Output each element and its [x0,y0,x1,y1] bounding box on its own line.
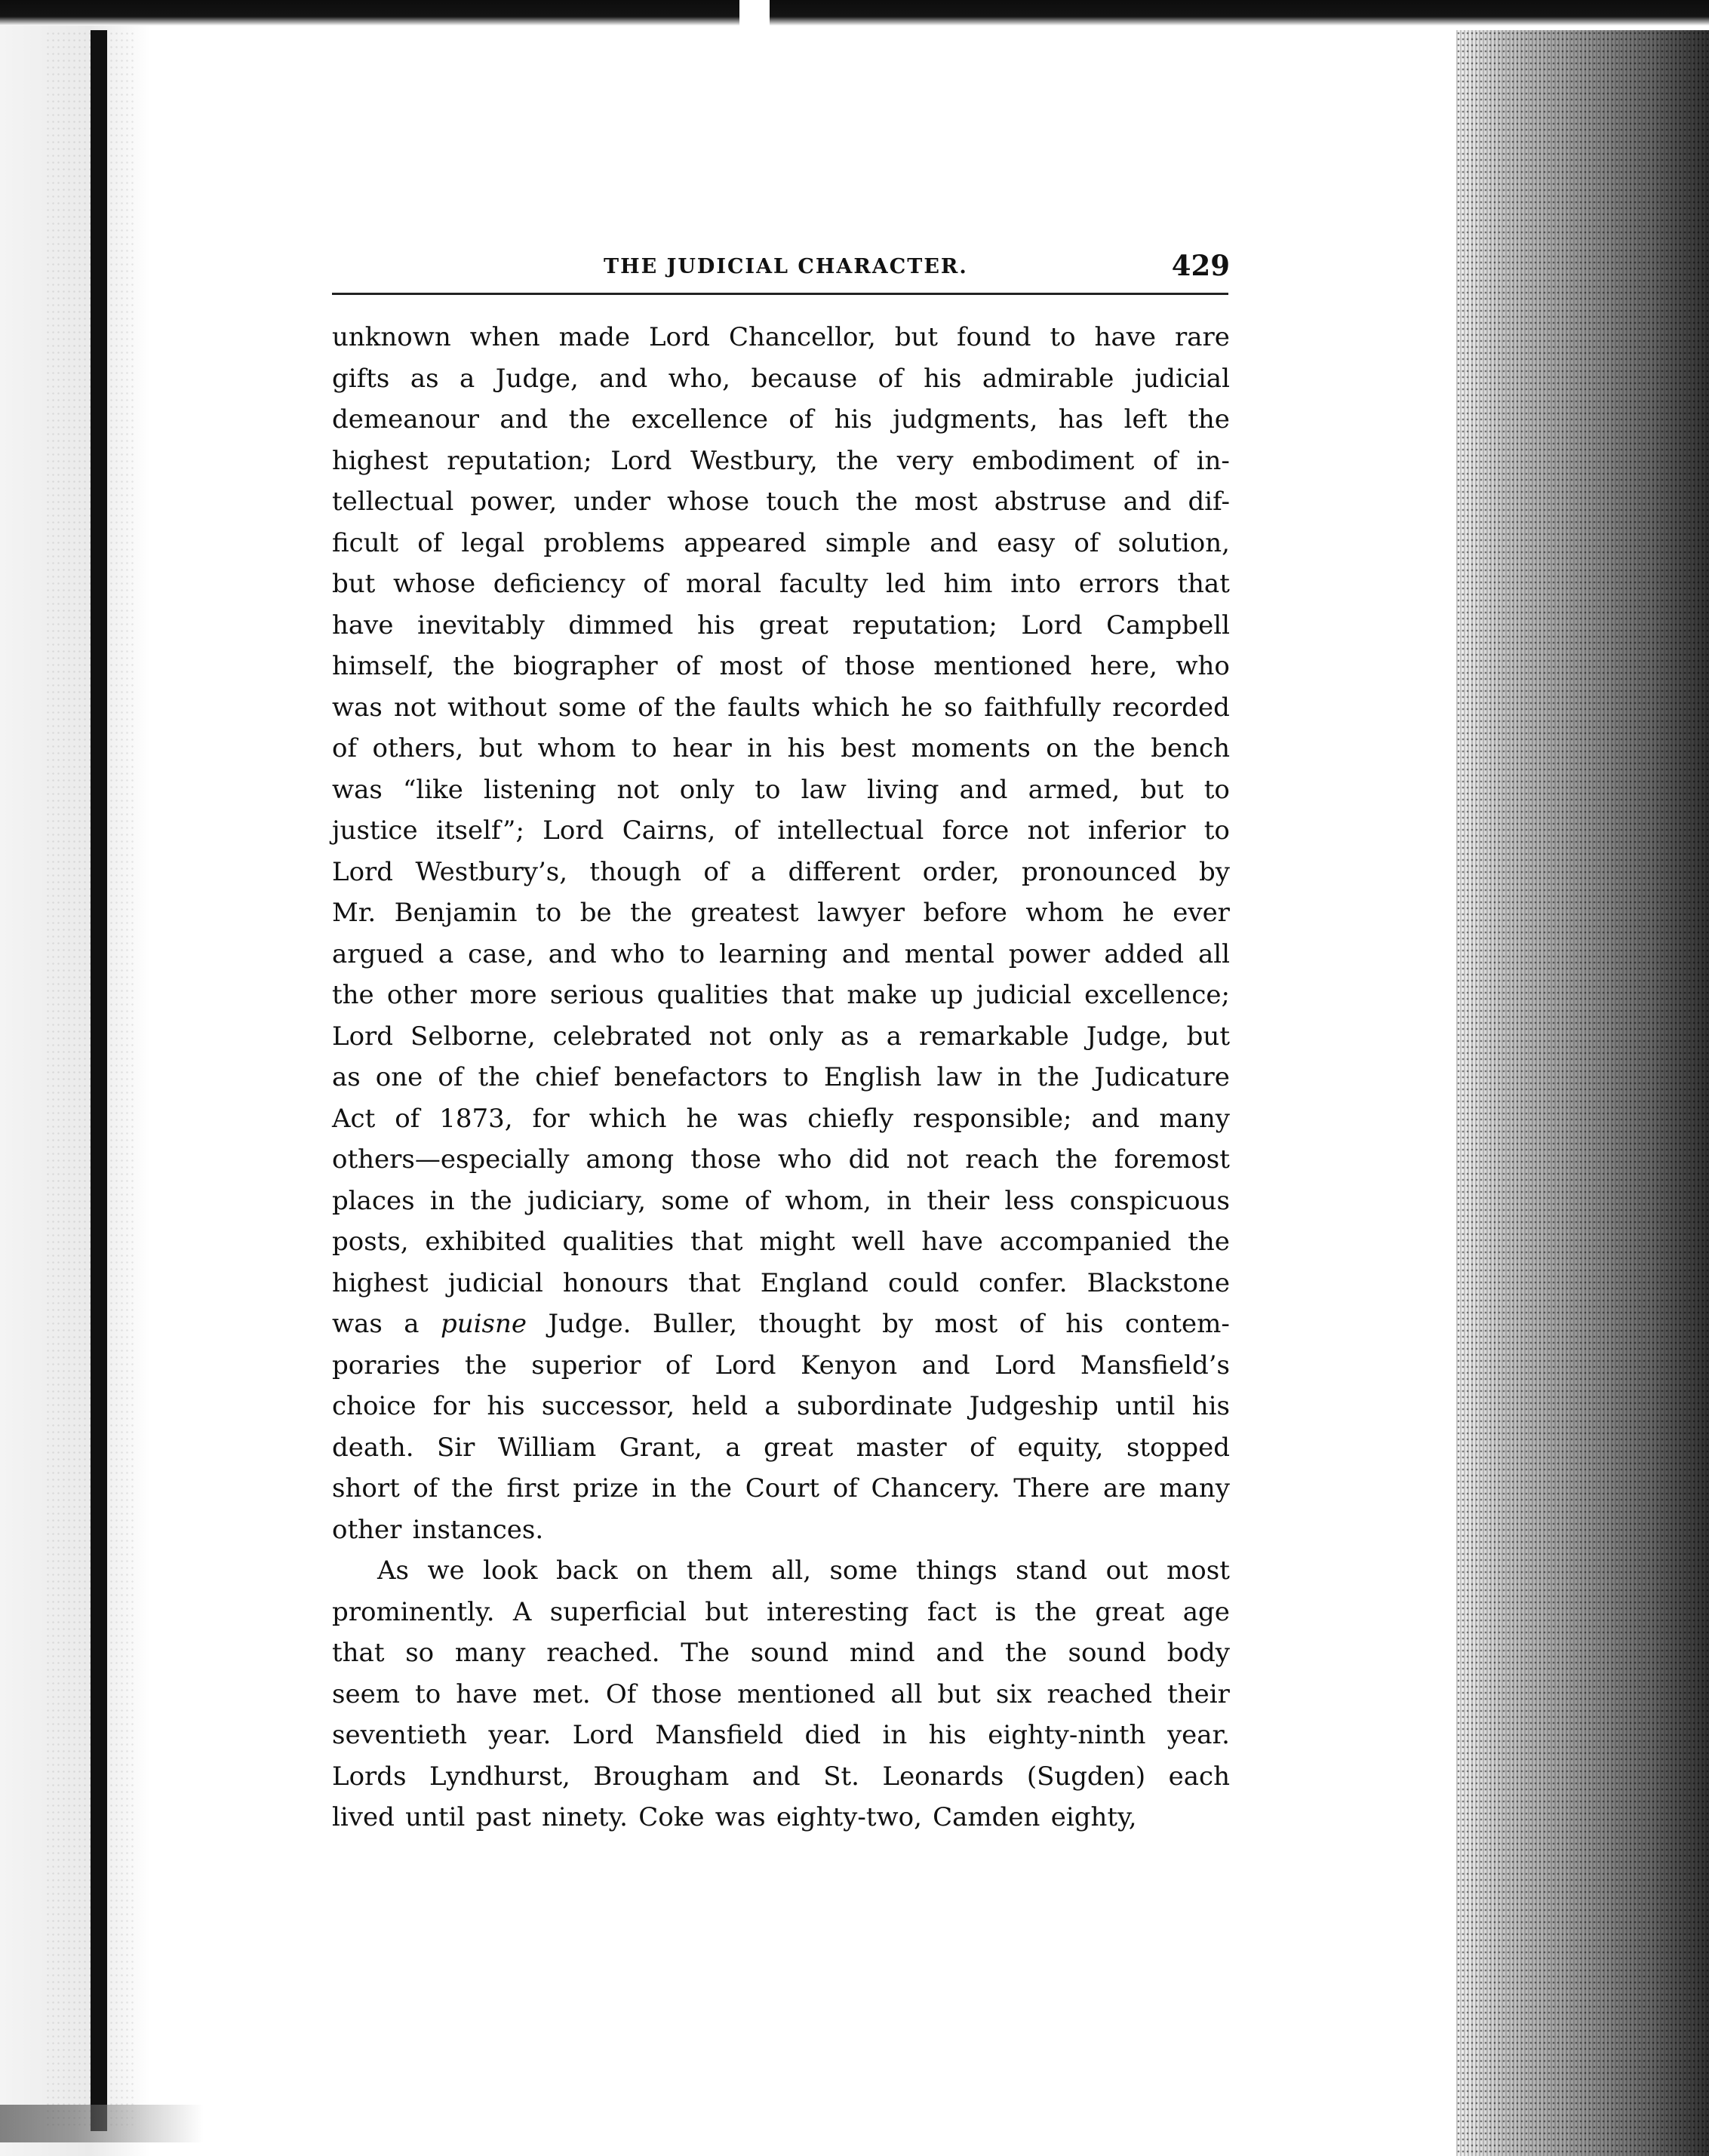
text-line: Mr. Benjamin to be the greatest lawyer before whom he ever [332,898,1230,928]
text-line: the other more serious qualities that make up judicial excellence; [332,980,1230,1010]
text-line: gifts as a Judge, and who, because of his admirable judicial [332,363,1230,394]
scan-right-edge [1456,30,1709,2156]
text-line: unknown when made Lord Chancellor, but found to have rare [332,322,1230,352]
text-line: highest judicial honours that England could confer. Blackstone [332,1267,1230,1298]
text-line: was not without some of the faults which he so faithfully recorded [332,692,1230,723]
book-page [332,249,1230,1838]
text-line: prominently. A superficial but interesting fact is the great age [332,1596,1230,1627]
scan-top-edge-gap [739,0,770,45]
text-line: was a puisne Judge. Buller, thought by most of his contem- [332,1309,1230,1339]
running-head: THE JUDICIAL CHARACTER. [604,255,968,278]
text-line: poraries the superior of Lord Kenyon and Lord Mansfield’s [332,1350,1230,1381]
text-line: demeanour and the excellence of his judgments, has left the [332,404,1230,435]
text-line: Lord Westbury’s, though of a different order, pronounced by [332,856,1230,887]
scan-bottom-left-mark [0,2105,204,2142]
text-line: but whose deficiency of moral faculty led him into errors that [332,569,1230,599]
text-line: lived until past ninety. Coke was eighty-two, Camden eighty, [332,1802,1137,1832]
text-line: tellectual power, under whose touch the most abstruse and dif- [332,487,1230,517]
scan-binding-shadow [91,30,107,2131]
text-line: places in the judiciary, some of whom, in their less conspicuous [332,1185,1230,1216]
text-line: have inevitably dimmed his great reputation; Lord Campbell [332,610,1230,640]
text-line: As we look back on them all, some things stand out most [377,1556,1230,1586]
text-line: Act of 1873, for which he was chiefly responsible; and many [332,1103,1230,1134]
text-line: as one of the chief benefactors to English law in the Judicature [332,1062,1230,1092]
text-line: posts, exhibited qualities that might well have accompanied the [332,1227,1230,1257]
page-number: 429 [1171,249,1230,282]
text-line: other instances. [332,1514,544,1545]
text-line: himself, the biographer of most of those mentioned here, who [332,651,1230,681]
text-line: Lord Selborne, celebrated not only as a remarkable Judge, but [332,1021,1230,1052]
text-line: seventieth year. Lord Mansfield died in his eighty-ninth year. [332,1720,1230,1750]
text-line: highest reputation; Lord Westbury, the very embodiment of in- [332,445,1230,476]
text-line: justice itself”; Lord Cairns, of intellectual force not inferior to [332,815,1230,846]
header-rule [332,293,1228,295]
text-line: short of the first prize in the Court of Chancery. There are many [332,1473,1230,1503]
text-line: others—especially among those who did not reach the foremost [332,1144,1230,1175]
body-text [332,317,1230,1838]
text-line: was “like listening not only to law living and armed, but to [332,774,1230,805]
text-line: of others, but whom to hear in his best moments on the bench [332,733,1230,763]
text-line: choice for his successor, held a subordinate Judgeship until his [332,1391,1230,1421]
text-line: ficult of legal problems appeared simple and easy of solution, [332,527,1230,558]
text-line: seem to have met. Of those mentioned all but six reached their [332,1678,1230,1709]
text-line: death. Sir William Grant, a great master of equity, stopped [332,1432,1230,1463]
text-line: Lords Lyndhurst, Brougham and St. Leonards (Sugden) each [332,1761,1230,1792]
text-line: argued a case, and who to learning and mental power added all [332,938,1230,969]
scan-top-edge [0,0,1709,26]
page-header [332,249,1230,294]
text-line: that so many reached. The sound mind and the sound body [332,1638,1230,1668]
